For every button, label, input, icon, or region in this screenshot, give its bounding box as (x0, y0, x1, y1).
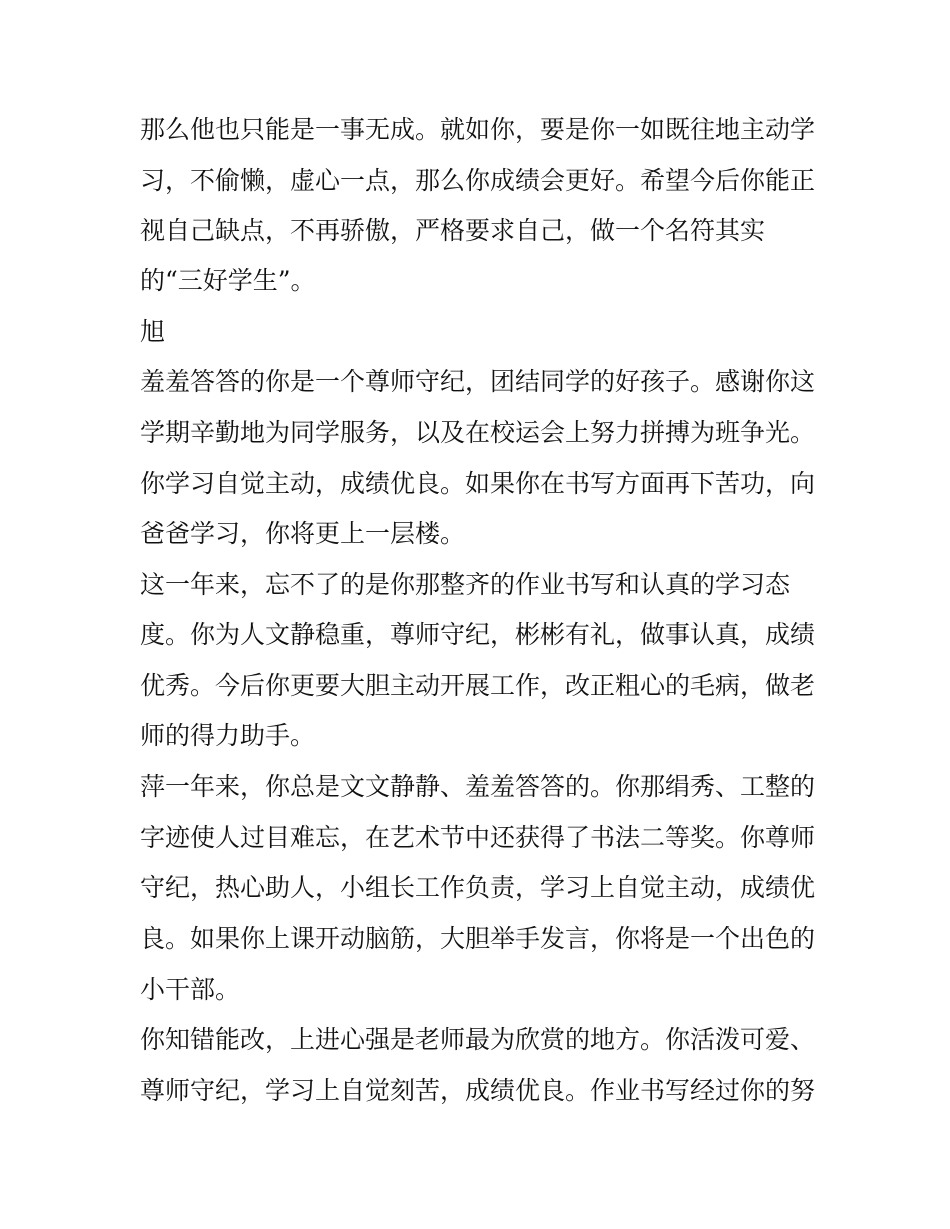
text-line: 羞羞答答的你是一个尊师守纪，团结同学的好孩子。感谢你这 (140, 367, 816, 396)
text-line: 萍一年来，你总是文文静静、羞羞答答的。你那绢秀、工整的 (140, 772, 816, 801)
text-line: 你知错能改，上进心强是老师最为欣赏的地方。你活泼可爱、 (140, 1025, 816, 1054)
text-line: 优秀。今后你更要大胆主动开展工作，改正粗心的毛病，做老 (140, 671, 816, 700)
text-line: 小干部。 (140, 975, 241, 1004)
text-line: 守纪，热心助人，小组长工作负责，学习上自觉主动，成绩优 (140, 873, 816, 902)
text-line: 度。你为人文静稳重，尊师守纪，彬彬有礼，做事认真，成绩 (140, 620, 816, 649)
text-line: 师的得力助手。 (140, 721, 316, 750)
text-line: 习，不偷懒，虚心一点，那么你成绩会更好。希望今后你能正 (140, 166, 816, 195)
text-line: 的“三好学生”。 (140, 266, 316, 295)
text-line: 这一年来，忘不了的是你那整齐的作业书写和认真的学习态 (140, 570, 791, 599)
text-line: 学期辛勤地为同学服务，以及在校运会上努力拼搏为班争光。 (140, 418, 816, 447)
text-line: 视自己缺点，不再骄傲，严格要求自己，做一个名符其实 (140, 216, 766, 245)
text-line: 那么他也只能是一事无成。就如你，要是你一如既往地主动学 (140, 115, 816, 144)
text-line: 良。如果你上课开动脑筋，大胆举手发言，你将是一个出色的 (140, 924, 816, 953)
text-line: 你学习自觉主动，成绩优良。如果你在书写方面再下苦功，向 (140, 469, 816, 498)
text-line: 尊师守纪，学习上自觉刻苦，成绩优良。作业书写经过你的努 (140, 1076, 816, 1105)
text-line: 字迹使人过目难忘，在艺术节中还获得了书法二等奖。你尊师 (140, 823, 816, 852)
section-name: 旭 (140, 317, 166, 346)
text-line: 爸爸学习，你将更上一层楼。 (140, 519, 466, 548)
